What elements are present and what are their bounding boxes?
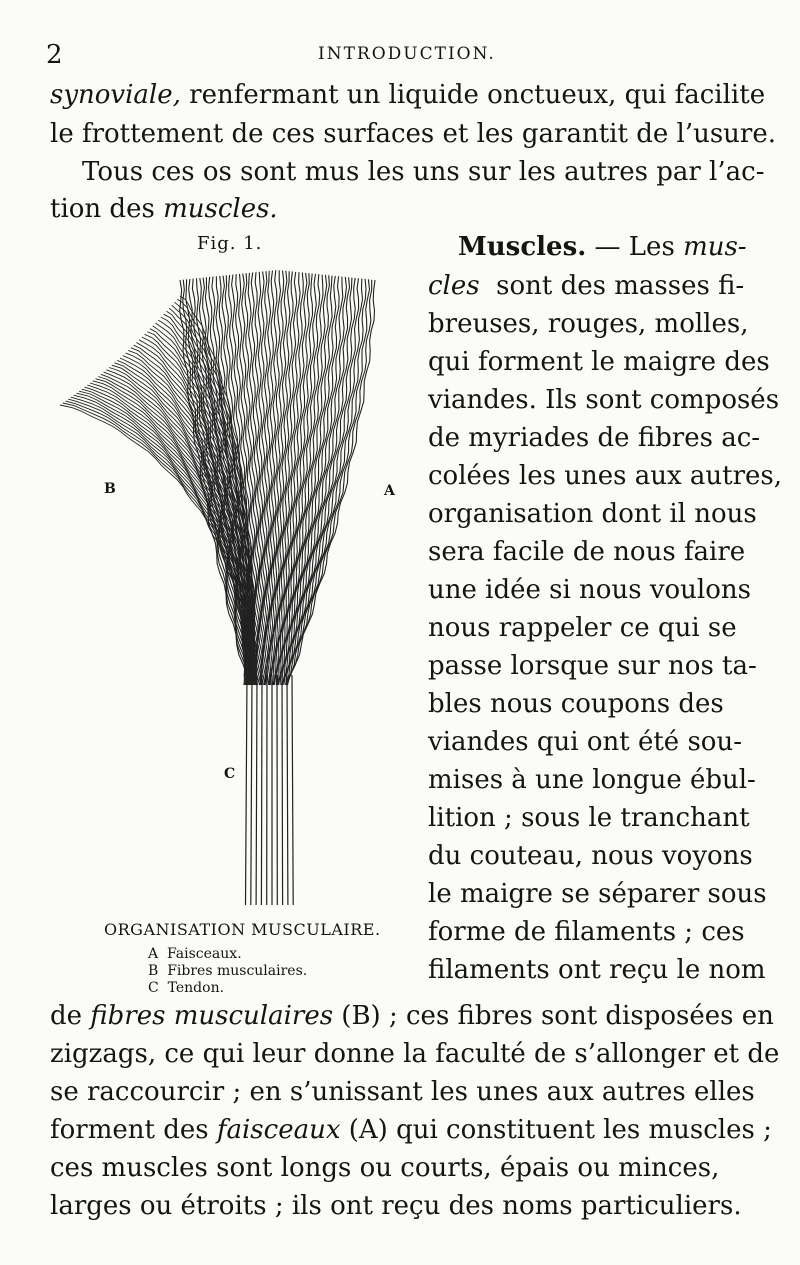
- column-line: sera facile de nous faire: [428, 537, 746, 567]
- intro-line-1-rest: renfermant un liquide onctueux, qui facilite: [180, 80, 766, 110]
- tendon-line: [292, 675, 293, 905]
- column-line: colées les unes aux autres,: [428, 461, 782, 491]
- column-line: forme de filaments ; ces: [428, 917, 745, 947]
- running-title: INTRODUCTION.: [318, 44, 496, 64]
- column-line: organisation dont il nous: [428, 499, 757, 529]
- figure-letter-a: A: [384, 483, 395, 499]
- column-line: lition ; sous le tranchant: [428, 803, 750, 833]
- legend-item-c: [148, 980, 307, 997]
- column-line-1-text: sont des masses fi-: [496, 271, 745, 301]
- intro-line-4: [50, 194, 278, 224]
- bottom-line-3: se raccourcir ; en s’unissant les unes aux autres elles: [50, 1077, 755, 1107]
- intro-line-3: Tous ces os sont mus les uns sur les autres par l’ac-: [82, 157, 765, 187]
- legend-item-b: [148, 963, 307, 980]
- column-line: une idée si nous voulons: [428, 575, 751, 605]
- tendon-line: [256, 675, 257, 905]
- column-line-1: [428, 271, 744, 301]
- column-line: du couteau, nous voyons: [428, 841, 753, 871]
- column-line: viandes qui ont été sou-: [428, 727, 742, 757]
- figure-letter-c: C: [224, 766, 236, 782]
- bottom-line-1-b: (B) ; ces fibres sont disposées en: [333, 1001, 774, 1031]
- figure-caption: ORGANISATION MUSCULAIRE.: [104, 920, 381, 939]
- tendon-line: [287, 675, 288, 905]
- muscle-fibres-drawing: [60, 270, 375, 685]
- bottom-term-faisceaux: faisceaux: [216, 1115, 341, 1145]
- heading-dash: — Les: [586, 232, 684, 262]
- legend-key: A: [148, 946, 159, 962]
- column-line: breuses, rouges, molles,: [428, 309, 749, 339]
- bottom-line-5: ces muscles sont longs ou courts, épais ou minces,: [50, 1153, 720, 1183]
- tendon-line: [246, 675, 248, 905]
- column-word-cles: cles: [428, 271, 480, 301]
- muscle-illustration: [50, 255, 390, 915]
- column-line: de myriades de fibres ac-: [428, 423, 761, 453]
- column-line: filaments ont reçu le nom: [428, 955, 766, 985]
- tendon-drawing: [246, 675, 294, 905]
- intro-word-muscles: muscles.: [163, 194, 278, 224]
- figure-letter-b: B: [104, 481, 116, 497]
- tendon-line: [251, 675, 252, 905]
- page-number: 2: [46, 40, 63, 70]
- column-heading-line: [458, 232, 747, 262]
- bottom-line-1: [50, 1001, 774, 1031]
- intro-word-synoviale: synoviale,: [50, 80, 181, 110]
- bottom-line-1-a: de: [50, 1001, 91, 1031]
- bottom-line-4-a: forment des: [50, 1115, 217, 1145]
- bottom-line-6: larges ou étroits ; ils ont reçu des noms particuliers.: [50, 1191, 742, 1221]
- legend-text: Fibres musculaires.: [167, 963, 308, 979]
- fibre-line: [76, 393, 247, 685]
- legend-item-a: [148, 946, 307, 963]
- column-line: bles nous coupons des: [428, 689, 724, 719]
- column-line: le maigre se séparer sous: [428, 879, 767, 909]
- bottom-line-4-b: (A) qui constituent les muscles ;: [340, 1115, 772, 1145]
- tendon-line: [282, 675, 283, 905]
- bottom-term-fibres: fibres musculaires: [90, 1001, 334, 1031]
- section-heading: Muscles.: [458, 232, 587, 262]
- legend-key: C: [148, 980, 159, 996]
- intro-line-1: [50, 80, 765, 110]
- tendon-line: [261, 675, 262, 905]
- legend-key: B: [148, 963, 159, 979]
- figure-legend: [148, 946, 307, 997]
- intro-line-4-start: tion des: [50, 194, 164, 224]
- intro-line-2: le frottement de ces surfaces et les garantit de l’usure.: [50, 119, 776, 149]
- heading-word-muscles: mus-: [683, 232, 747, 262]
- figure-label: Fig. 1.: [197, 233, 263, 254]
- column-line: qui forment le maigre des: [428, 347, 770, 377]
- column-line: passe lorsque sur nos ta-: [428, 651, 757, 681]
- column-line: mises à une longue ébul-: [428, 765, 756, 795]
- bottom-line-2: zigzags, ce qui leur donne la faculté de s’allonger et de: [50, 1039, 780, 1069]
- bottom-line-4: [50, 1115, 772, 1145]
- column-line: nous rappeler ce qui se: [428, 613, 737, 643]
- legend-text: Faisceaux.: [167, 946, 242, 962]
- column-line: viandes. Ils sont composés: [428, 385, 780, 415]
- legend-text: Tendon.: [167, 980, 225, 996]
